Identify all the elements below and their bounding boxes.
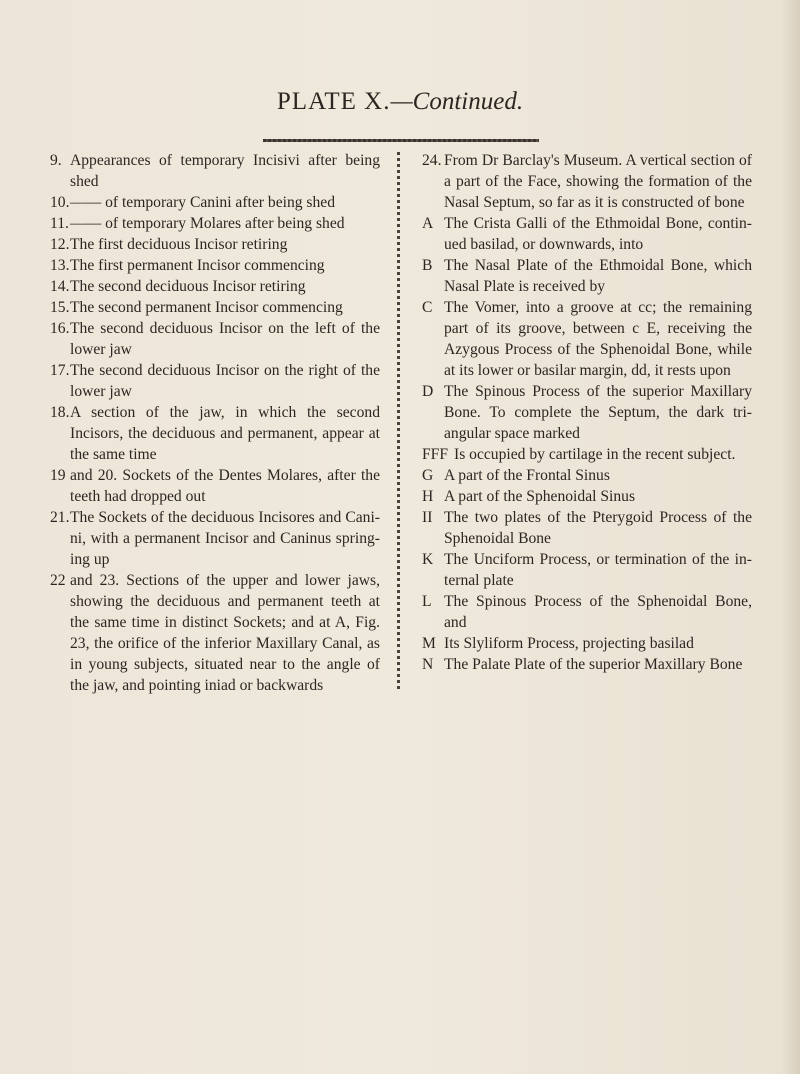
item-number: 24. (422, 152, 442, 169)
item-number: H (422, 488, 434, 505)
item-number: FFF (422, 446, 449, 463)
item-number: 14. (50, 278, 70, 295)
item-text: The Vomer, into a groove at cc; the remaining part of its groove, between c E, receiving the Azygous Process of the Sphenoidal Bone, while at its lower or basilar margin, dd, it rests upon (444, 299, 752, 379)
item-text: The Sockets of the deciduous Incisores and Cani-ni, with a permanent Incisor and Caninus spring-ing up (70, 509, 380, 568)
list-item (50, 507, 380, 570)
item-text: The Nasal Plate of the Ethmoidal Bone, which Nasal Plate is received by (444, 257, 752, 295)
item-text: The second permanent Incisor commencing (70, 299, 343, 316)
item-text: Appearances of temporary Incisivi after being shed (70, 152, 380, 190)
left-column (50, 150, 380, 696)
item-number: 12. (50, 236, 70, 253)
item-text: The Crista Galli of the Ethmoidal Bone, contin-ued basilad, or downwards, into (444, 215, 752, 253)
item-text: Is occupied by cartilage in the recent subject. (454, 446, 736, 463)
item-number: 16. (50, 320, 70, 337)
list-item (50, 318, 380, 360)
item-text: The Spinous Process of the Sphenoidal Bone, and (444, 593, 752, 631)
item-text: The second deciduous Incisor retiring (70, 278, 306, 295)
list-item (50, 297, 380, 318)
list-item (50, 255, 380, 276)
list-item (422, 150, 752, 213)
right-column (422, 150, 752, 675)
title-continued: —Continued. (390, 88, 524, 115)
item-text: A part of the Frontal Sinus (444, 467, 610, 484)
item-text: The Palate Plate of the superior Maxillary Bone (444, 656, 743, 673)
item-number: 13. (50, 257, 70, 274)
list-item (50, 192, 380, 213)
list-item (50, 276, 380, 297)
item-text: The two plates of the Pterygoid Process of the Sphenoidal Bone (444, 509, 752, 547)
item-number: 11. (50, 215, 69, 232)
item-number: G (422, 467, 434, 484)
item-text: The first deciduous Incisor retiring (70, 236, 288, 253)
item-number: A (422, 215, 434, 232)
item-number: 21. (50, 509, 70, 526)
column-divider (397, 152, 400, 690)
list-item (422, 507, 752, 549)
title-main: PLATE X. (276, 88, 391, 115)
list-item (422, 549, 752, 591)
list-item (422, 213, 752, 255)
item-text: The second deciduous Incisor on the left of the lower jaw (70, 320, 380, 358)
list-item (422, 465, 752, 486)
item-text: and 23. Sections of the upper and lower jaws, showing the deciduous and permanent teeth at the same time in distinct Sockets; and at A, Fig. 23, the orifice of the inferior Maxillary Canal, as in young subjects, situated near to the angle of the jaw, and pointing iniad or backwards (70, 572, 380, 694)
item-number: 10. (50, 194, 70, 211)
list-item (50, 150, 380, 192)
item-text: A section of the jaw, in which the second Incisors, the deciduous and permanent, appear at the same time (70, 404, 380, 463)
page-title (0, 88, 800, 116)
list-item (422, 633, 752, 654)
item-text: —— of temporary Molares after being shed (70, 215, 345, 232)
item-number: 9. (50, 152, 62, 169)
list-item (50, 360, 380, 402)
item-text: The second deciduous Incisor on the right of the lower jaw (70, 362, 380, 400)
item-number: K (422, 551, 434, 568)
item-number: 22 (50, 572, 66, 589)
item-text: A part of the Sphenoidal Sinus (444, 488, 636, 505)
list-item (422, 381, 752, 444)
list-item (422, 297, 752, 381)
title-rule (263, 139, 539, 142)
list-item (422, 654, 752, 675)
item-text: The Unciform Process, or termination of the in-ternal plate (444, 551, 752, 589)
list-item (50, 570, 380, 696)
list-item (50, 402, 380, 465)
list-item (50, 213, 380, 234)
item-number: 18. (50, 404, 70, 421)
page-edge-shadow (780, 0, 800, 1074)
list-item (422, 591, 752, 633)
item-number: 17. (50, 362, 70, 379)
item-text: The first permanent Incisor commencing (70, 257, 325, 274)
item-number: 15. (50, 299, 70, 316)
list-item (422, 255, 752, 297)
item-number: N (422, 656, 434, 673)
item-text: From Dr Barclay's Museum. A vertical section of a part of the Face, showing the formation of the Nasal Septum, so far as it is constructed of bone (444, 152, 752, 211)
item-text: Its Slyliform Process, projecting basilad (444, 635, 694, 652)
list-item (50, 465, 380, 507)
item-text: and 20. Sockets of the Dentes Molares, after the teeth had dropped out (70, 467, 380, 505)
item-text: The Spinous Process of the superior Maxillary Bone. To complete the Septum, the dark tri-angular space marked (444, 383, 752, 442)
list-item (50, 234, 380, 255)
item-number: B (422, 257, 433, 274)
item-number: L (422, 593, 432, 610)
item-number: D (422, 383, 434, 400)
item-number: C (422, 299, 433, 316)
item-number: 19 (50, 467, 66, 484)
list-item (422, 486, 752, 507)
item-number: M (422, 635, 436, 652)
item-text: —— of temporary Canini after being shed (70, 194, 336, 211)
list-item (422, 444, 752, 465)
item-number: II (422, 509, 433, 526)
